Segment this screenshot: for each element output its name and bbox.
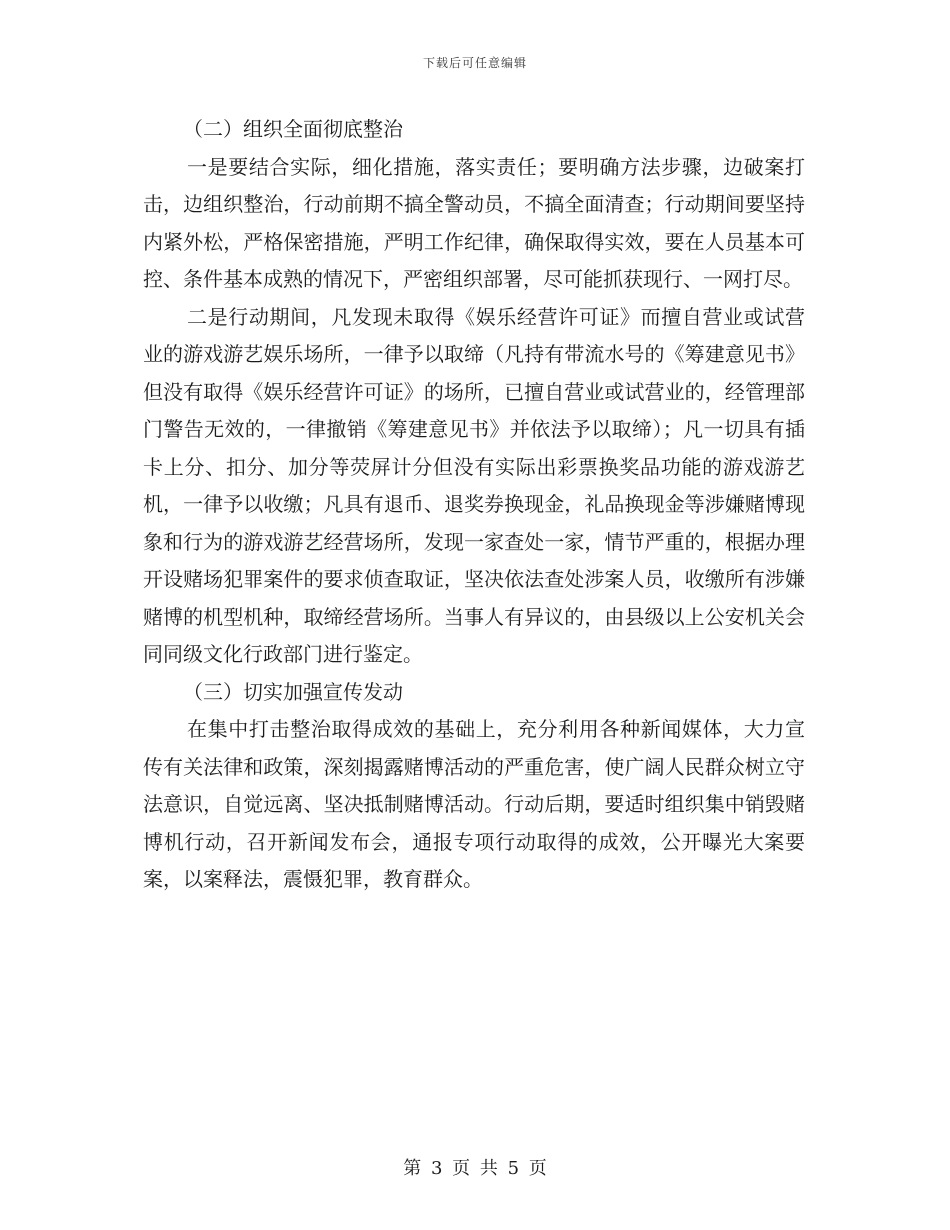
paragraph-2-1: 一是要结合实际，细化措施，落实责任；要明确方法步骤，边破案打击，边组织整治，行动前期不搞全警动员，不搞全面清查；行动期间要坚持内紧外松，严格保密措施，严明工作纪律，确保取得实效，要在人员基本可控、条件基本成熟的情况下，严密组织部署，尽可能抓获现行、一网打尽。 [143,154,805,291]
paragraph-3-1: 在集中打击整治取得成效的基础上，充分利用各种新闻媒体，大力宣传有关法律和政策，深刻揭露赌博活动的严重危害，使广阔人民群众树立守法意识，自觉远离、坚决抵制赌博活动。行动后期，要适时组织集中销毁赌博机行动，召开新闻发布会，通报专项行动取得的成效，公开曝光大案要案，以案释法，震慑犯罪，教育群众。 [143,717,805,891]
section-heading-2: （二）组织全面彻底整治 [183,117,403,141]
document-body [143,111,805,899]
page-number: 第 3 页 共 5 页 [403,1158,547,1179]
section-heading-3: （三）切实加强宣传发动 [183,679,403,704]
paragraph-2-2: 二是行动期间，凡发现未取得《娱乐经营许可证》而擅自营业或试营业的游戏游艺娱乐场所，一律予以取缔（凡持有带流水号的《筹建意见书》但没有取得《娱乐经营许可证》的场所，已擅自营业或试营业的，经管理部门警告无效的，一律撤销《筹建意见书》并依法予以取缔）；凡一切具有插卡上分、扣分、加分等荧屏计分但没有实际出彩票换奖品功能的游戏游艺机，一律予以收缴；凡具有退币、退奖券换现金，礼品换现金等涉嫌赌博现象和行为的游戏游艺经营场所，发现一家查处一家，情节严重的，根据办理开设赌场犯罪案件的要求侦查取证，坚决依法查处涉案人员，收缴所有涉嫌赌博的机型机种，取缔经营场所。当事人有异议的，由县级以上公安机关会同同级文化行政部门进行鉴定。 [143,304,805,666]
page-header: 下载后可任意编辑 [422,56,527,70]
